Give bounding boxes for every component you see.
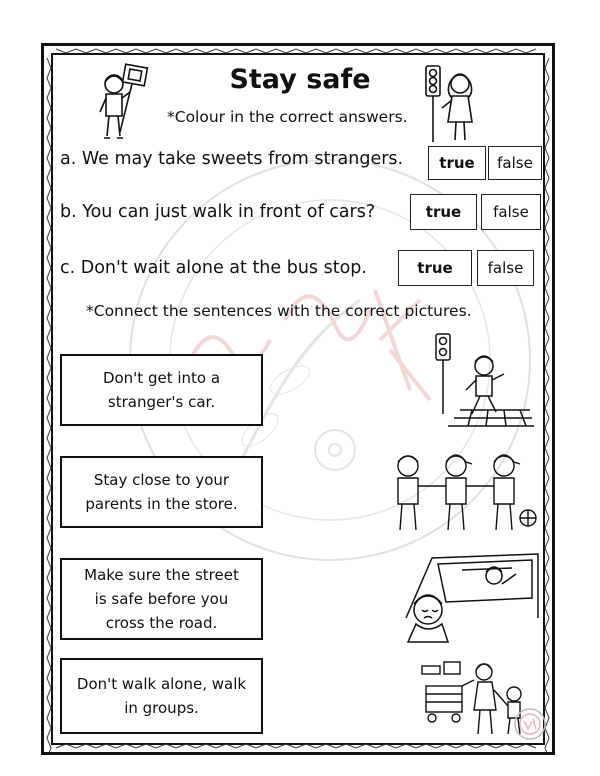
connect-instruction: *Connect the sentences with the correct pictures.: [86, 302, 472, 320]
sentence-line: in groups.: [124, 699, 199, 717]
answer-b-true[interactable]: true: [410, 194, 477, 230]
corner-stamp-logo: [513, 707, 547, 741]
answer-b-false[interactable]: false: [481, 194, 541, 230]
answer-a-true[interactable]: true: [428, 146, 486, 180]
sentence-line: stranger's car.: [107, 393, 216, 411]
stranger-car-drawing[interactable]: [402, 548, 542, 644]
sentence-line: cross the road.: [105, 614, 218, 632]
question-c: c. Don't wait alone at the bus stop.: [60, 258, 367, 278]
sentence-card-walk-groups[interactable]: [60, 658, 263, 734]
sentence-card-cross-road[interactable]: [60, 558, 263, 640]
sentence-line: Stay close to your: [93, 471, 230, 489]
answer-c-true[interactable]: true: [398, 250, 472, 286]
boy-crossing-road-drawing[interactable]: [420, 330, 538, 434]
sentence-line: parents in the store.: [85, 495, 238, 513]
sentence-line: Don't walk alone, walk: [76, 675, 247, 693]
page-title: Stay safe: [229, 64, 371, 95]
sentence-card-stay-close[interactable]: [60, 456, 263, 528]
group-of-children-drawing[interactable]: [386, 452, 538, 538]
sentence-line: Make sure the street: [84, 566, 239, 584]
sentence-line: is safe before you: [94, 590, 229, 608]
answer-a-false[interactable]: false: [488, 146, 542, 180]
question-a: a. We may take sweets from strangers.: [60, 149, 404, 169]
question-b: b. You can just walk in front of cars?: [60, 202, 376, 222]
colour-instruction: *Colour in the correct answers.: [167, 108, 408, 126]
answer-c-false[interactable]: false: [477, 250, 534, 286]
sentence-line: Don't get into a: [102, 369, 221, 387]
sentence-card-stranger-car[interactable]: [60, 354, 263, 426]
